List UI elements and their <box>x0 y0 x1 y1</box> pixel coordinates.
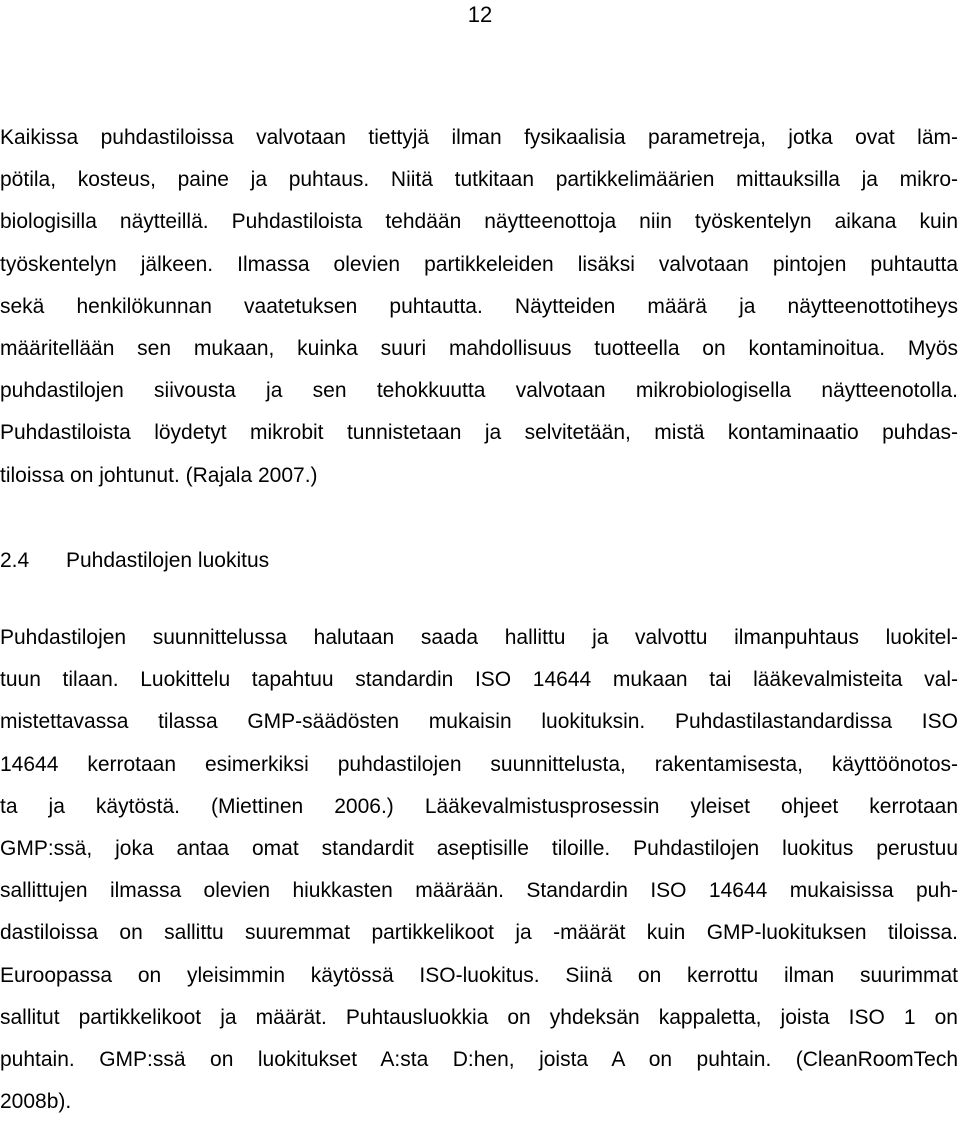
text-line: mistettavassa tilassa GMP-säädösten mukaisin luokituksin. Puhdastilastandardissa ISO <box>0 710 958 734</box>
text-line: 2008b). <box>0 1090 72 1114</box>
text-line: puhdastilojen siivousta ja sen tehokkuutta valvotaan mikrobiologisella näytteenotolla. <box>0 379 958 403</box>
text-line: dastiloissa on sallittu suuremmat partikkelikoot ja -määrät kuin GMP-luokituksen tiloissa. <box>0 921 958 945</box>
text-line: ta ja käytöstä. (Miettinen 2006.) Lääkevalmistusprosessin yleiset ohjeet kerrotaan <box>0 794 958 818</box>
text-line: GMP:ssä, joka antaa omat standardit aseptisille tiloille. Puhdastilojen luokitus perustuu <box>0 837 958 861</box>
section-title: Puhdastilojen luokitus <box>66 549 270 572</box>
page-number: 12 <box>467 2 493 27</box>
text-line: 14644 kerrotaan esimerkiksi puhdastilojen suunnittelusta, rakentamisesta, käyttöönotos- <box>0 752 958 776</box>
text-line: biologisilla näytteillä. Puhdastiloista tehdään näytteenottoja niin työskentelyn aikana kuin <box>0 210 958 234</box>
section-heading <box>0 540 269 582</box>
section-number: 2.4 <box>0 549 30 572</box>
text-line: tuun tilaan. Luokittelu tapahtuu standardin ISO 14644 mukaan tai lääkevalmisteita val- <box>0 668 958 692</box>
text-line: sekä henkilökunnan vaatetuksen puhtautta. Näytteiden määrä ja näytteenottotiheys <box>0 294 958 318</box>
text-line: työskentelyn jälkeen. Ilmassa olevien partikkeleiden lisäksi valvotaan pintojen puhtautta <box>0 252 958 276</box>
text-line: tiloissa on johtunut. (Rajala 2007.) <box>0 463 318 487</box>
text-line: Euroopassa on yleisimmin käytössä ISO-luokitus. Siinä on kerrottu ilman suurimmat <box>0 963 958 987</box>
text-line: puhtain. GMP:ssä on luokitukset A:sta D:hen, joista A on puhtain. (CleanRoomTech <box>0 1048 958 1072</box>
text-line: Kaikissa puhdastiloissa valvotaan tiettyjä ilman fysikaalisia parametreja, jotka ovat läm- <box>0 126 958 149</box>
text-line: sallittujen ilmassa olevien hiukkasten määrään. Standardin ISO 14644 mukaisissa puh- <box>0 879 958 903</box>
text-line: Puhdastilojen suunnittelussa halutaan saada hallittu ja valvottu ilmanpuhtaus luokitel- <box>0 626 958 649</box>
text-line: Puhdastiloista löydetyt mikrobit tunnistetaan ja selvitetään, mistä kontaminaatio puhdas- <box>0 421 958 445</box>
text-line: määritellään sen mukaan, kuinka suuri mahdollisuus tuotteella on kontaminoitua. Myös <box>0 337 958 361</box>
text-line: pötila, kosteus, paine ja puhtaus. Niitä tutkitaan partikkelimäärien mittauksilla ja mikro- <box>0 168 958 192</box>
body-paragraph-classification <box>0 617 958 1123</box>
text-line: sallitut partikkelikoot ja määrät. Puhtausluokkia on yhdeksän kappaletta, joista ISO 1 on <box>0 1005 958 1029</box>
body-paragraph-intro <box>0 117 958 497</box>
